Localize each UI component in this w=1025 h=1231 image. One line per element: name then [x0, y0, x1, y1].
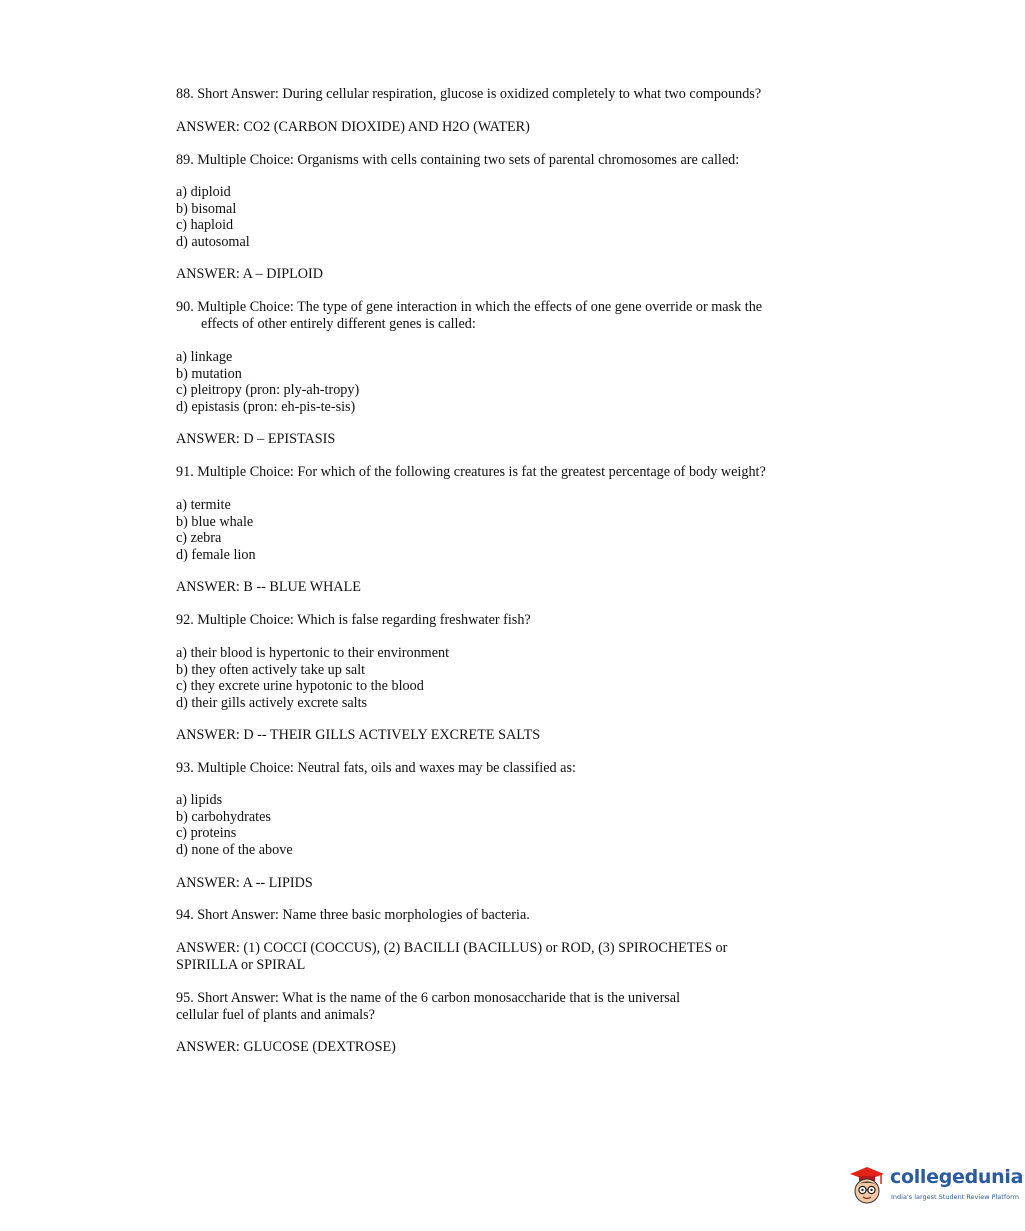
option-a: a) linkage — [176, 349, 233, 365]
question-88 — [176, 86, 856, 103]
logo-tagline: India's largest Student Review Platform — [891, 1193, 1019, 1201]
options-90 — [176, 349, 856, 415]
question-93 — [176, 760, 856, 777]
answer-text: ANSWER: A -- LIPIDS — [176, 875, 313, 891]
answer-93 — [176, 875, 856, 892]
answer-text: ANSWER: CO2 (CARBON DIOXIDE) AND H2O (WATER) — [176, 119, 530, 135]
option-a: a) lipids — [176, 792, 223, 808]
answer-text-line-2: SPIRILLA or SPIRAL — [176, 956, 306, 973]
options-92 — [176, 645, 856, 711]
option-b: b) carbohydrates — [176, 808, 271, 825]
options-93 — [176, 792, 856, 858]
answer-94 — [176, 940, 856, 973]
question-text-line-2: cellular fuel of plants and animals? — [176, 1006, 375, 1023]
option-b: b) mutation — [176, 365, 242, 382]
question-92 — [176, 612, 856, 629]
answer-text: ANSWER: D – EPISTASIS — [176, 431, 336, 447]
option-a: a) their blood is hypertonic to their environment — [176, 645, 450, 661]
question-text: 94. Short Answer: Name three basic morphologies of bacteria. — [176, 907, 530, 923]
question-95 — [176, 990, 856, 1023]
option-a: a) diploid — [176, 184, 231, 200]
option-b: b) blue whale — [176, 513, 254, 530]
answer-95 — [176, 1039, 856, 1056]
option-c: c) pleitropy (pron: ply-ah-tropy) — [176, 382, 360, 398]
option-d: d) autosomal — [176, 233, 250, 250]
options-89 — [176, 184, 856, 250]
collegedunia-logo — [846, 1160, 1024, 1210]
question-90 — [176, 299, 856, 332]
option-d: d) female lion — [176, 546, 256, 563]
option-b: b) bisomal — [176, 200, 237, 217]
logo-name: collegedunia — [890, 1166, 1024, 1188]
answer-91 — [176, 579, 856, 596]
answer-text-line-1: ANSWER: (1) COCCI (COCCUS), (2) BACILLI (BACILLUS) or ROD, (3) SPIROCHETES or — [176, 940, 728, 956]
question-94 — [176, 907, 856, 924]
option-a: a) termite — [176, 497, 231, 513]
question-91 — [176, 464, 856, 481]
answer-89 — [176, 266, 856, 283]
option-c: c) haploid — [176, 217, 234, 233]
options-91 — [176, 497, 856, 563]
question-text: 93. Multiple Choice: Neutral fats, oils and waxes may be classified as: — [176, 760, 576, 776]
question-text-line-1: 95. Short Answer: What is the name of the 6 carbon monosaccharide that is the universal — [176, 990, 681, 1006]
question-text: 92. Multiple Choice: Which is false regarding freshwater fish? — [176, 612, 531, 628]
option-d: d) their gills actively excrete salts — [176, 694, 368, 711]
answer-text: ANSWER: B -- BLUE WHALE — [176, 579, 361, 595]
option-c: c) proteins — [176, 825, 237, 841]
question-text-line-1: 90. Multiple Choice: The type of gene interaction in which the effects of one gene override or mask the — [176, 299, 763, 315]
answer-92 — [176, 727, 856, 744]
answer-90 — [176, 431, 856, 448]
option-c: c) zebra — [176, 530, 222, 546]
question-text-line-2: effects of other entirely different genes is called: — [201, 315, 476, 332]
option-d: d) none of the above — [176, 841, 293, 858]
question-text: 88. Short Answer: During cellular respiration, glucose is oxidized completely to what two compounds? — [176, 86, 762, 102]
option-c: c) they excrete urine hypotonic to the blood — [176, 678, 424, 694]
option-b: b) they often actively take up salt — [176, 661, 366, 678]
question-text: 89. Multiple Choice: Organisms with cells containing two sets of parental chromosomes are called: — [176, 152, 740, 168]
graduate-mascot-icon — [846, 1162, 888, 1208]
question-text: 91. Multiple Choice: For which of the following creatures is fat the greatest percentage of body weight? — [176, 464, 766, 480]
question-89 — [176, 152, 856, 169]
option-d: d) epistasis (pron: eh-pis-te-sis) — [176, 398, 356, 415]
answer-text: ANSWER: GLUCOSE (DEXTROSE) — [176, 1039, 396, 1055]
answer-88 — [176, 119, 856, 136]
answer-text: ANSWER: D -- THEIR GILLS ACTIVELY EXCRETE SALTS — [176, 727, 541, 743]
answer-text: ANSWER: A – DIPLOID — [176, 266, 323, 282]
